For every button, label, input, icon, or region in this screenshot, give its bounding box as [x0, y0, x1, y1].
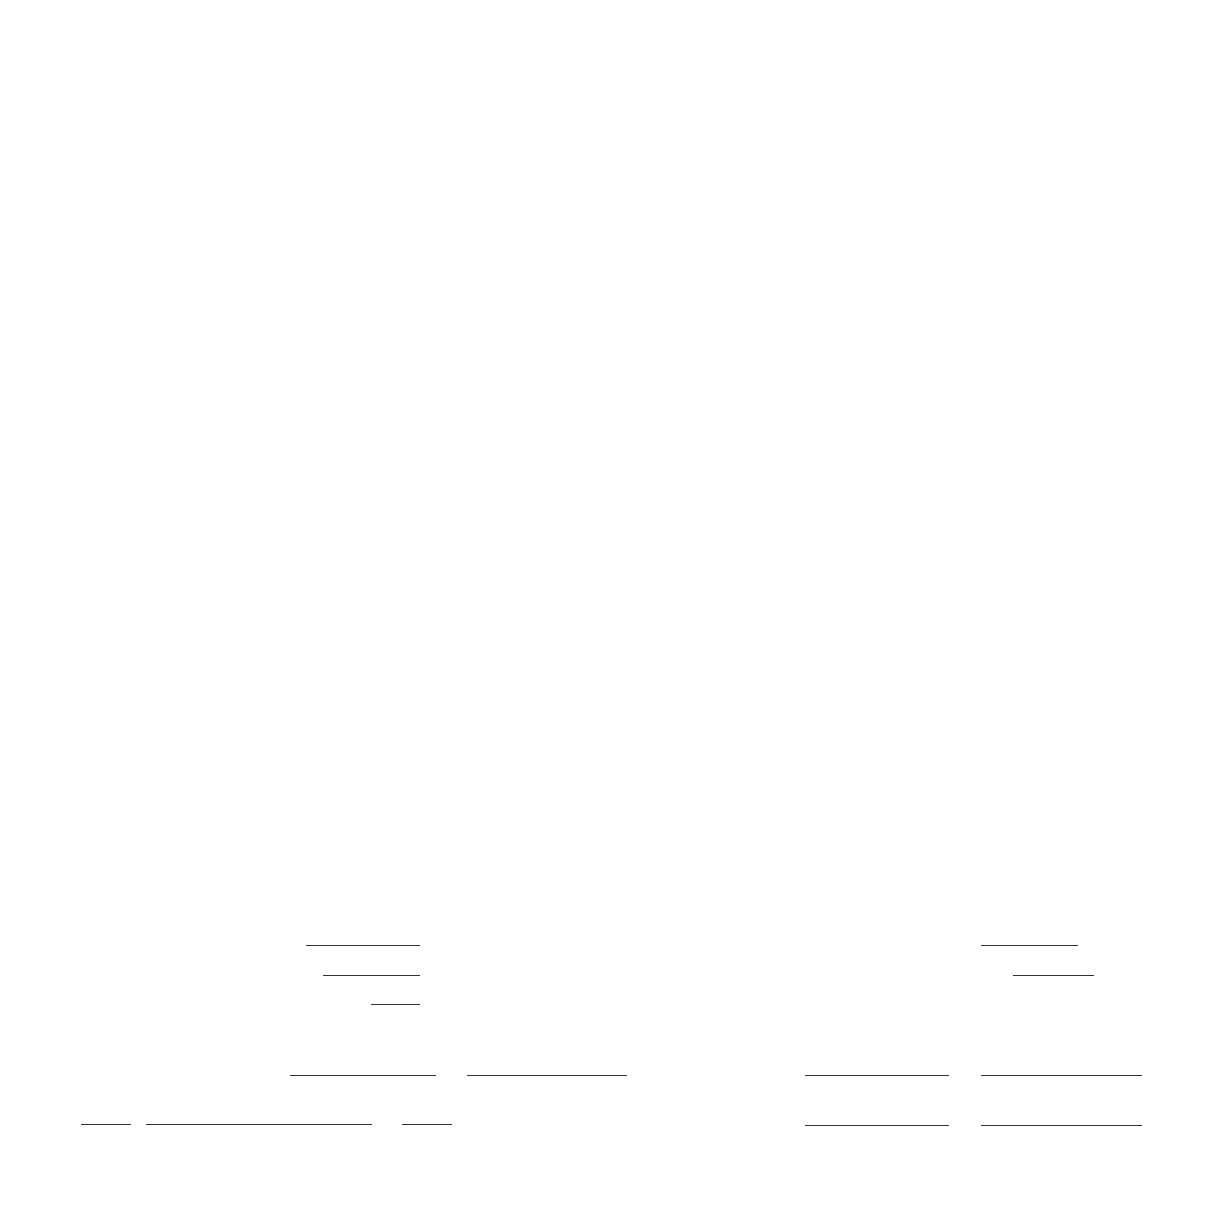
plan-month-line[interactable]: [323, 975, 420, 976]
worker-sign-line[interactable]: [805, 1125, 949, 1126]
checked-decode-line[interactable]: [467, 1075, 627, 1076]
actual-yield-line[interactable]: [1013, 975, 1094, 976]
checked-sign-line[interactable]: [290, 1075, 436, 1076]
actual-avg-line[interactable]: [981, 945, 1078, 946]
worker-decode-line[interactable]: [981, 1125, 1142, 1126]
plan-yield-line[interactable]: [371, 1004, 420, 1005]
date-year-line[interactable]: [402, 1124, 452, 1125]
chief-decode-line[interactable]: [981, 1075, 1142, 1076]
date-month-line[interactable]: [146, 1124, 372, 1125]
chief-sign-line[interactable]: [805, 1075, 949, 1076]
date-day-line[interactable]: [81, 1124, 131, 1125]
plan-day-line[interactable]: [306, 945, 420, 946]
